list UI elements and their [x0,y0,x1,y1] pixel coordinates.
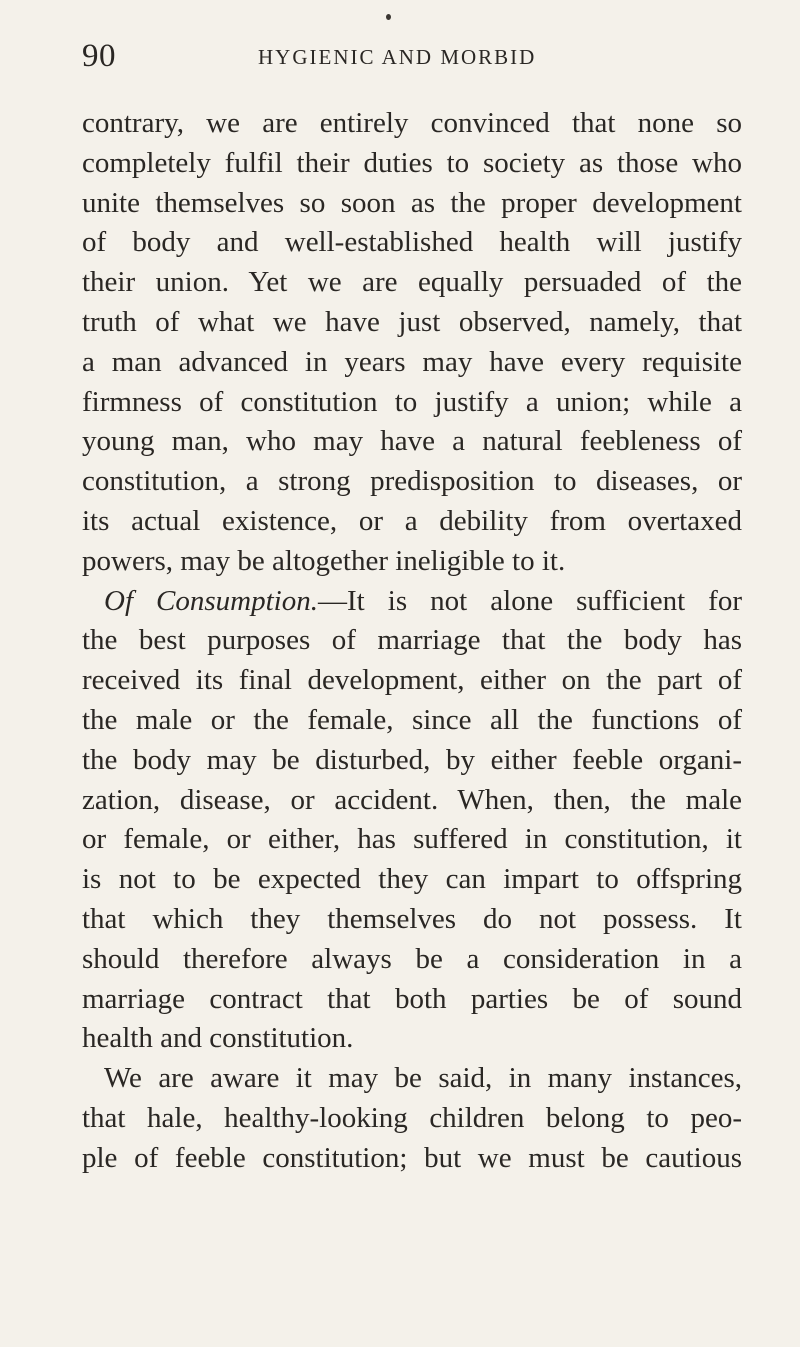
text-line: the male or the female, since all the functions of [82,703,742,736]
text-line: the best purposes of marriage that the body has [82,624,742,657]
text-line: truth of what we have just observed, namely, that [82,305,742,338]
text-line: of body and well-established health will justify [82,226,742,259]
text-line: its actual existence, or a debility from overtaxed [82,504,742,537]
text-line: a man advanced in years may have every requisite [82,345,742,378]
text-line: that hale, healthy-looking children belong to peo- [82,1101,742,1134]
text-line: their union. Yet we are equally persuaded of the [82,266,742,299]
text-line: is not to be expected they can impart to offspring [82,863,742,896]
text-line: that which they themselves do not possess. It [82,902,742,935]
text-line: ple of feeble constitution; but we must be cautious [82,1141,742,1174]
text-line: marriage contract that both parties be of sound [82,982,742,1015]
text-line: or female, or either, has suffered in constitution, it [82,823,742,856]
text-line: constitution, a strong predisposition to diseases, or [82,465,742,498]
ink-speck [386,14,391,20]
text-line: We are aware it may be said, in many instances, [104,1062,742,1095]
text-line: unite themselves so soon as the proper development [82,186,742,219]
running-head [82,34,742,78]
running-title: HYGIENIC AND MORBID [258,45,537,69]
text-line: completely fulfil their duties to society as those who [82,146,742,179]
text-line: received its final development, either on the part of [82,664,742,697]
section-first-line-text: —It is not alone sufficient for [318,584,742,617]
text-line: contrary, we are entirely convinced that none so [82,107,742,139]
body-text [82,104,742,1179]
text-line: young man, who may have a natural feebleness of [82,425,742,458]
text-line: the body may be disturbed, by either feeble organi- [82,743,742,776]
section-heading: Of Consumption. [104,584,318,617]
text-line: health and constitution. [82,1022,354,1055]
page-number: 90 [82,38,116,74]
text-line: firmness of constitution to justify a union; while a [82,385,742,418]
section-first-line [82,582,742,622]
text-line: zation, disease, or accident. When, then, the male [82,783,742,816]
text-line: powers, may be altogether ineligible to it. [82,544,566,577]
text-line: should therefore always be a consideration in a [82,942,742,975]
